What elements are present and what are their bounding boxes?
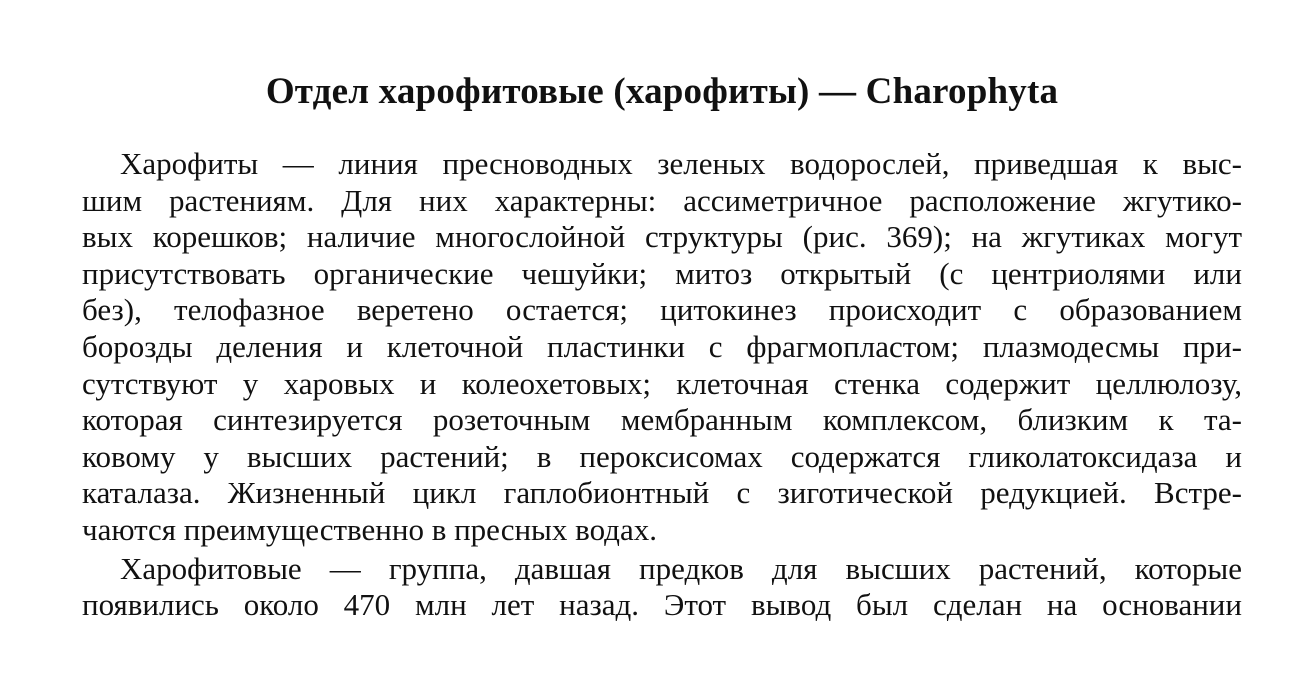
text-line: которая синтезируется розеточным мембранным комплексом, близким к та- — [82, 402, 1242, 438]
text-line: появились около 470 млн лет назад. Этот вывод был сделан на основании — [82, 587, 1242, 623]
section-title: Отдел харофитовые (харофиты) — Charophyta — [265, 71, 1059, 112]
text-line: без), телофазное веретено остается; цитокинез происходит с образованием — [82, 292, 1242, 328]
text-line: вых корешков; наличие многослойной структуры (рис. 369); на жгутиках могут — [82, 219, 1242, 255]
text-line: ковому у высших растений; в пероксисомах содержатся гликолатоксидаза и — [82, 438, 1242, 474]
text-line: сутствуют у харовых и колеохетовых; клеточная стенка содержит целлюлозу, — [82, 365, 1242, 401]
text-line: каталаза. Жизненный цикл гаплобионтный с зиготической редукцией. Встре- — [82, 475, 1242, 511]
text-line: Харофитовые — группа, давшая предков для высших растений, которые — [120, 550, 1242, 586]
document-page — [82, 68, 1242, 624]
text-line: борозды деления и клеточной пластинки с фрагмопластом; плазмодесмы при- — [82, 328, 1242, 364]
text-line: Харофиты — линия пресноводных зеленых водорослей, приведшая к выс- — [120, 146, 1242, 181]
paragraph-charophyte-ancestry — [82, 551, 1242, 624]
text-line: шим растениям. Для них характерны: ассиметричное расположение жгутико- — [82, 182, 1242, 218]
text-line: присутствовать органические чешуйки; митоз открытый (с центриолями или — [82, 255, 1242, 291]
text-line: чаются преимущественно в пресных водах. — [82, 511, 657, 547]
paragraph-charophytes-definition — [82, 146, 1242, 549]
